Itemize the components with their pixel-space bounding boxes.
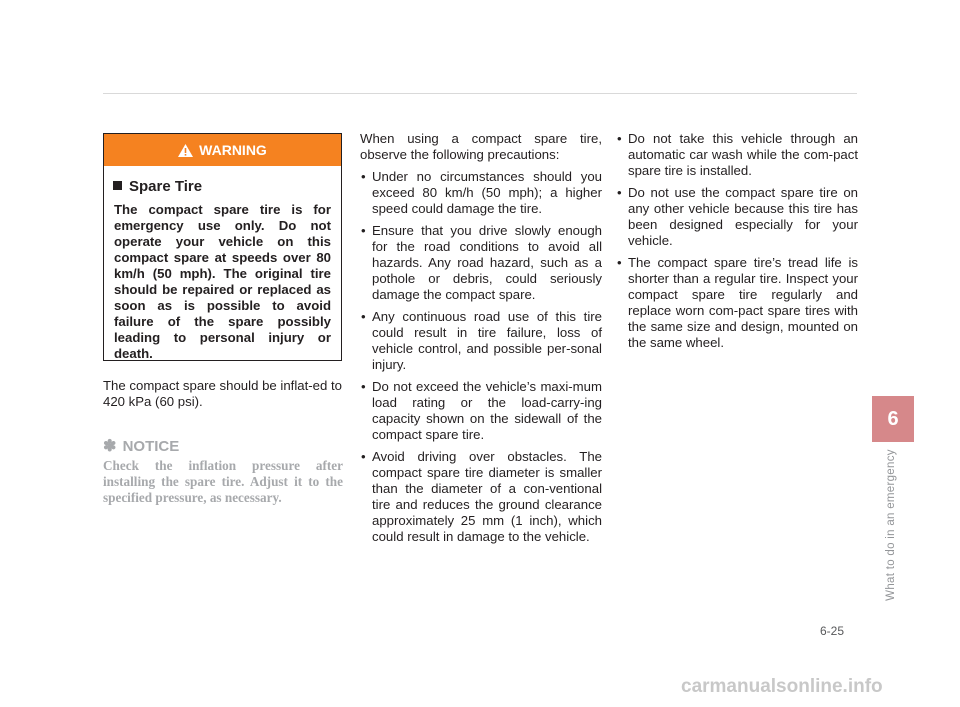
bullet-dot-icon: • (361, 309, 366, 324)
list-item-text: Do not use the compact spare tire on any other vehicle because this tire has been designed especially for your vehicle. (628, 185, 858, 248)
warning-box (103, 133, 342, 361)
column-2 (360, 131, 602, 551)
notice-title-text: NOTICE (122, 438, 180, 455)
list-item-text: Under no circumstances should you exceed 80 km/h (50 mph); a higher speed could damage the tire. (372, 169, 602, 216)
list-item (360, 223, 602, 303)
bullet-dot-icon: • (617, 131, 622, 146)
bullet-dot-icon: • (361, 449, 366, 464)
bullet-dot-icon: • (361, 379, 366, 394)
page-number: 6-25 (820, 624, 845, 638)
precautions-list-continued (616, 131, 858, 351)
warning-triangle-icon (178, 144, 193, 157)
warning-header-label: WARNING (199, 142, 267, 158)
list-item (360, 169, 602, 217)
list-item (616, 185, 858, 249)
list-item-text: Do not exceed the vehicle’s maxi-mum load rating or the load-carry-ing capacity shown on the sidewall of the compact spare tire. (372, 379, 602, 442)
bullet-dot-icon: • (361, 169, 366, 184)
list-item (616, 131, 858, 179)
list-item (360, 309, 602, 373)
square-bullet-icon (113, 181, 122, 190)
notice-icon: ✽ (103, 438, 117, 455)
chapter-tab: 6 (872, 396, 914, 442)
chapter-side-label-text: What to do in an emergency (885, 449, 897, 601)
list-item-text: The compact spare tire’s tread life is shorter than a regular tire. Inspect your compact spare tire regularly and replace worn com-pact spare tires with the same size and design, mounted on the same wheel. (628, 255, 858, 350)
list-item-text: Any continuous road use of this tire could result in tire failure, loss of vehicle control, and possible per-sonal injury. (372, 309, 602, 372)
inflation-paragraph: The compact spare should be inflat-ed to 420 kPa (60 psi). (103, 378, 342, 409)
notice-text: Check the inflation pressure after installing the spare tire. Adjust it to the specified pressure, as necessary. (103, 458, 343, 505)
warning-text: The compact spare tire is for emergency use only. Do not operate your vehicle on this compact spare at speeds over 80 km/h (50 mph). The original tire should be repaired or replaced as soon as is possible to avoid failure of the spare possibly leading to personal injury or death. (114, 202, 331, 361)
precautions-intro: When using a compact spare tire, observe the following precautions: (360, 131, 602, 162)
list-item (616, 255, 858, 351)
warning-title (113, 178, 341, 195)
top-rule (103, 93, 857, 94)
precautions-list (360, 169, 602, 545)
bullet-dot-icon: • (617, 185, 622, 200)
bullet-dot-icon: • (361, 223, 366, 238)
chapter-side-label (885, 449, 901, 601)
notice-title (103, 436, 179, 456)
warning-header (104, 134, 341, 166)
bullet-dot-icon: • (617, 255, 622, 270)
list-item-text: Do not take this vehicle through an automatic car wash while the com-pact spare tire is installed. (628, 131, 858, 178)
warning-title-text: Spare Tire (129, 178, 203, 195)
watermark: carmanualsonline.info (681, 676, 883, 697)
column-3 (616, 131, 858, 357)
list-item-text: Avoid driving over obstacles. The compact spare tire diameter is smaller than the diameter of a con-ventional tire and reduces the ground clearance approximately 25 mm (1 inch), which could result in damage to the vehicle. (372, 449, 602, 544)
list-item (360, 379, 602, 443)
list-item (360, 449, 602, 545)
list-item-text: Ensure that you drive slowly enough for the road conditions to avoid all hazards. Any road hazard, such as a pothole or debris, could seriously damage the compact spare. (372, 223, 602, 302)
